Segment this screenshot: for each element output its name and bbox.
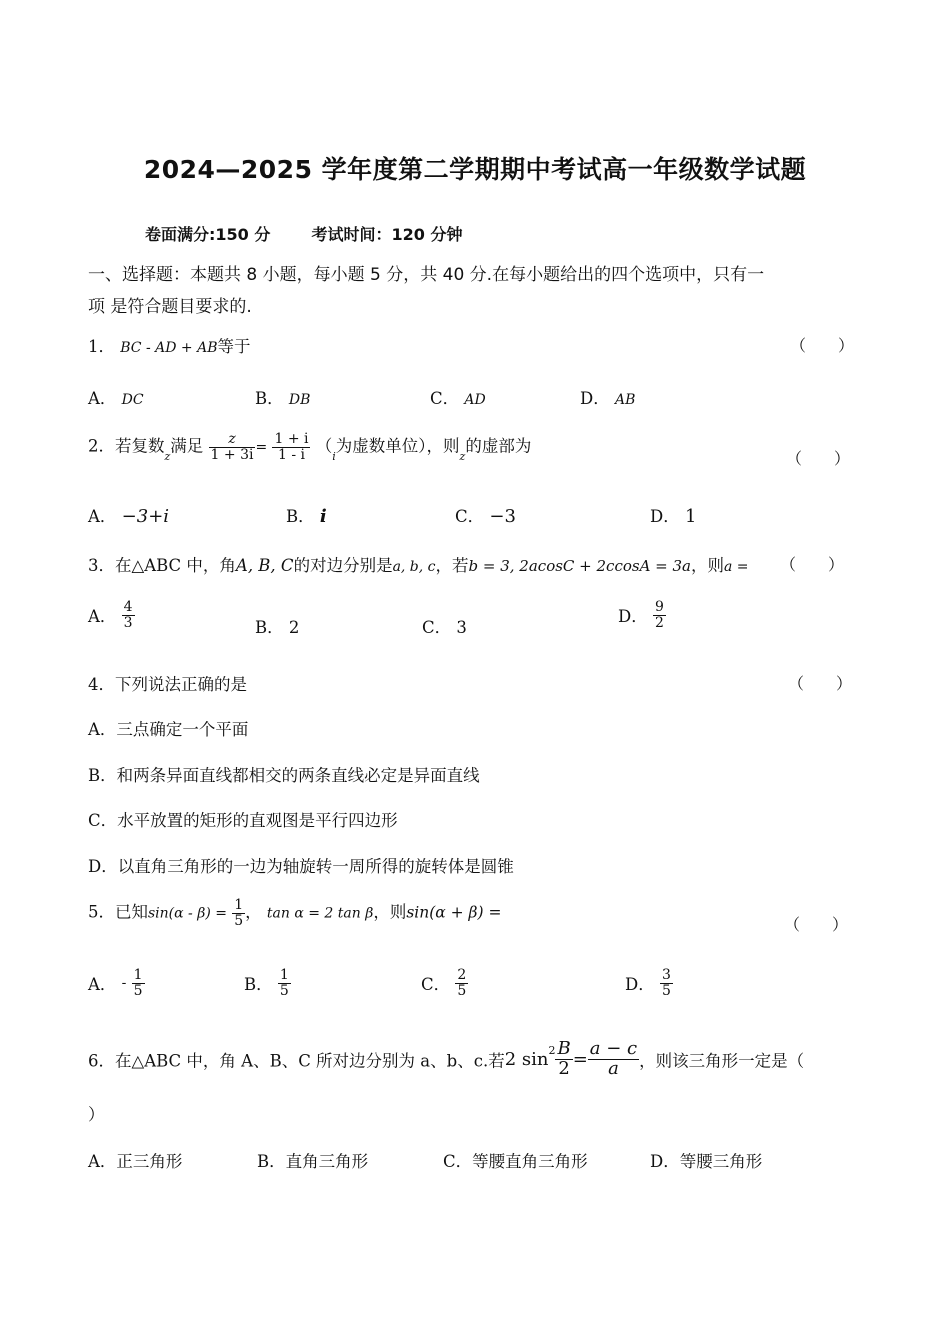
q2-option-b: B． i [286,506,327,527]
section-heading-line1: 一、选择题：本题共 8 小题，每小题 5 分，共 40 分.在每小题给出的四个选项中，只有一 [88,265,765,285]
q4-option-d: D．以直角三角形的一边为轴旋转一周所得的旋转体是圆锥 [88,857,514,876]
q4-option-a: A．三点确定一个平面 [88,720,249,739]
q1-option-a: A． DC [88,389,144,408]
q2-option-d: D． 1 [650,506,697,527]
question-6: 6．在△ABC 中，角 A、B、C 所对边分别为 a、b、c.若2 $\sin^2$ $\frac{B}{2}$ = $\frac{a - c}{a}$ ，则该三角形一定是（ [88,1038,805,1079]
question-1 [88,333,251,357]
exam-meta [145,222,463,245]
q3-option-d: D． $\frac{9}{2}$ [618,599,664,631]
q1-option-d: D． AB [580,389,636,408]
q1-number: 1． [88,337,115,356]
q1-expression: BC - AD + AB [120,340,218,356]
q2-fraction-1: $\frac{z}{1 + 3i}$ [210,431,254,463]
q2-option-c: C． −3 [455,506,516,527]
q5-option-a: A． - $\frac{1}{5}$ [88,967,143,999]
question-5: 5．已知sin(α - β) = $\frac{1}{5}$ ， tan α = 2 tan β，则sin(α + β) = [88,897,502,929]
q4-answer-paren: （ ） [788,674,853,693]
q6-option-d: D．等腰三角形 [650,1152,763,1171]
q4-option-c: C．水平放置的矩形的直观图是平行四边形 [88,811,398,830]
q4-option-b: B．和两条异面直线都相交的两条直线必定是异面直线 [88,766,480,785]
q2-fraction-2: $\frac{1 + i}{1 - i}$ [274,431,309,463]
q1-option-c: C． AD [430,389,486,408]
q6-option-a: A．正三角形 [88,1152,183,1171]
q2-answer-paren: （ ） [786,449,851,468]
q3-option-c: C． 3 [422,618,467,637]
q6-option-c: C．等腰直角三角形 [443,1152,588,1171]
q1-answer-paren: （ ） [790,336,855,355]
q3-option-a: A． $\frac{4}{3}$ [88,599,133,631]
q1-option-b: B． DB [255,389,311,408]
q5-option-b: B． $\frac{1}{5}$ [244,967,289,999]
exam-time: 考试时间：120 分钟 [311,225,463,244]
question-2: 2．若复数$_z$满足 $\frac{z}{1 + 3i}$ = $\frac{1 + i}{1 - i}$ （$_i$为虚数单位），则$_z$的虚部为 [88,431,532,463]
full-score: 卷面满分:150 分 [145,225,271,244]
q6-option-b: B．直角三角形 [257,1152,369,1171]
question-3: 3．在△ABC 中，角A, B, C的对边分别是a, b, c，若b = 3, 2acosC + 2ccosA = 3a，则a = [88,556,749,575]
question-4: 4．下列说法正确的是 [88,675,247,694]
q1-text: 等于 [217,337,251,356]
q5-option-c: C． $\frac{2}{5}$ [421,967,467,999]
q3-option-b: B． 2 [255,618,300,637]
q5-option-d: D． $\frac{3}{5}$ [625,967,671,999]
page-title: 2024—2025 学年度第二学期期中考试高一年级数学试题 [143,155,807,184]
section-heading-line2: 项 是符合题目要求的. [88,297,252,317]
q6-close-paren: ） [88,1105,105,1124]
q3-answer-paren: （ ） [780,555,845,574]
q2-option-a: A． −3+i [88,506,170,527]
q5-answer-paren: （ ） [784,915,849,934]
